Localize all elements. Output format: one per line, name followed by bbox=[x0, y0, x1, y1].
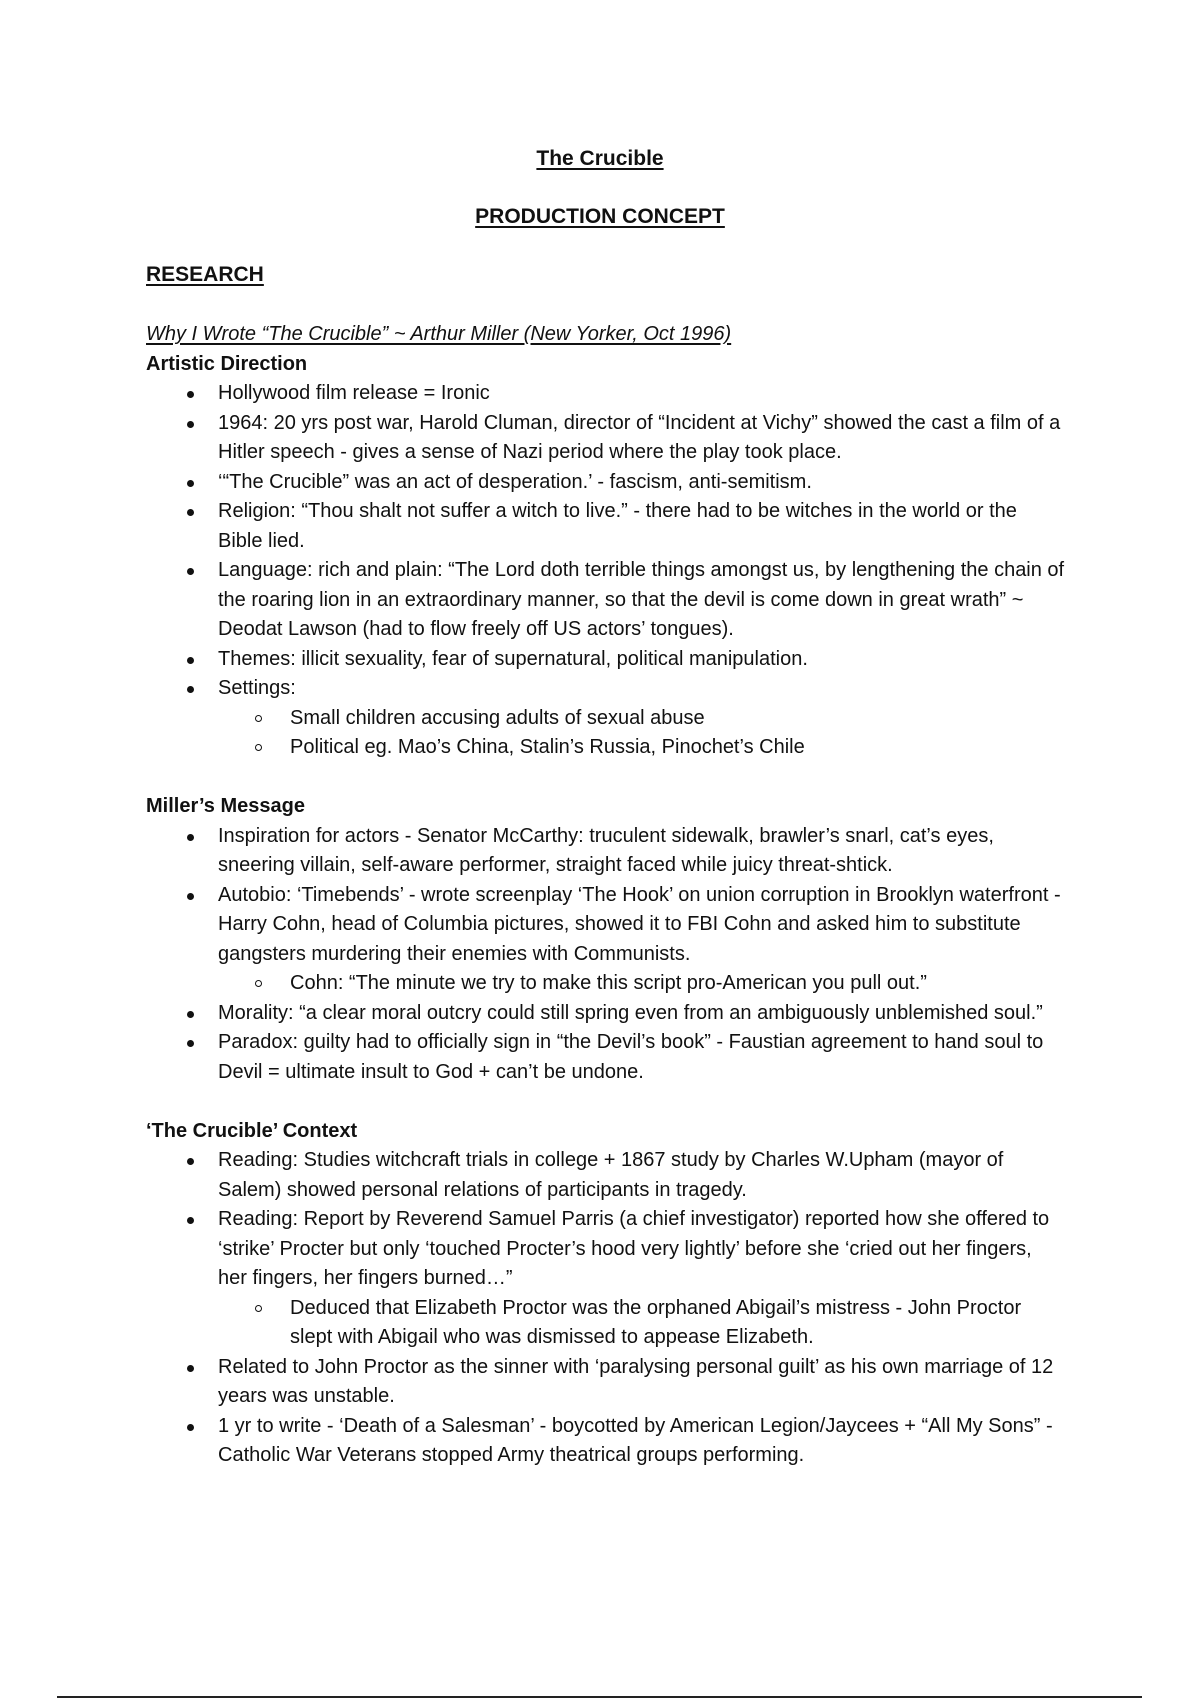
artistic-direction-heading: Artistic Direction bbox=[146, 352, 308, 375]
section-spacer bbox=[146, 763, 1066, 793]
section-spacer bbox=[146, 1087, 1066, 1117]
list-item: Paradox: guilty had to officially sign in “the Devil’s book” - Faustian agreement to hand soul to Devil = ultimate insult to God + can’t be undone. bbox=[146, 1028, 1066, 1087]
sublist-item: Deduced that Elizabeth Proctor was the orphaned Abigail’s mistress - John Proctor slept with Abigail who was dismissed to appease Elizabeth. bbox=[218, 1294, 1066, 1353]
list-item-settings bbox=[146, 674, 1066, 763]
context-list bbox=[146, 1146, 1066, 1471]
settings-label: Settings: bbox=[218, 677, 296, 699]
list-item: Related to John Proctor as the sinner with ‘paralysing personal guilt’ as his own marriage of 12 years was unstable. bbox=[146, 1353, 1066, 1412]
list-item: Themes: illicit sexuality, fear of supernatural, political manipulation. bbox=[146, 645, 1066, 675]
page-bottom-divider bbox=[57, 1696, 1142, 1698]
list-item: Religion: “Thou shalt not suffer a witch to live.” - there had to be witches in the world or the Bible lied. bbox=[146, 497, 1066, 556]
document-title bbox=[0, 146, 1200, 172]
settings-sublist bbox=[218, 704, 1066, 763]
sublist-item: Political eg. Mao’s China, Stalin’s Russia, Pinochet’s Chile bbox=[218, 733, 1066, 763]
list-item: Inspiration for actors - Senator McCarthy: truculent sidewalk, brawler’s snarl, cat’s eyes, sneering villain, self-aware performer, straight faced while juicy threat-shtick. bbox=[146, 822, 1066, 881]
autobio-sublist bbox=[218, 969, 1066, 999]
list-item: ‘“The Crucible” was an act of desperation.’ - fascism, anti-semitism. bbox=[146, 468, 1066, 498]
document-subtitle-text: PRODUCTION CONCEPT bbox=[475, 205, 725, 228]
list-item bbox=[146, 1205, 1066, 1353]
document-subtitle bbox=[0, 204, 1200, 230]
sublist-item: Small children accusing adults of sexual abuse bbox=[218, 704, 1066, 734]
list-item: Hollywood film release = Ironic bbox=[146, 379, 1066, 409]
sublist-item: Cohn: “The minute we try to make this script pro-American you pull out.” bbox=[218, 969, 1066, 999]
list-item: Reading: Studies witchcraft trials in college + 1867 study by Charles W.Upham (mayor of Salem) showed personal relations of participants in tragedy. bbox=[146, 1146, 1066, 1205]
list-item bbox=[146, 881, 1066, 999]
list-item: 1964: 20 yrs post war, Harold Cluman, director of “Incident at Vichy” showed the cast a film of a Hitler speech - gives a sense of Nazi period where the play took place. bbox=[146, 409, 1066, 468]
list-item: Language: rich and plain: “The Lord doth terrible things amongst us, by lengthening the chain of the roaring lion in an extraordinary manner, so that the devil is come down in great wrath” ~ Deodat Lawson (had to flow freely off US actors’ tongues). bbox=[146, 556, 1066, 645]
artistic-direction-list bbox=[146, 379, 1066, 763]
millers-message-list bbox=[146, 822, 1066, 1088]
list-item-text: Autobio: ‘Timebends’ - wrote screenplay ‘The Hook’ on union corruption in Brooklyn waterfront - Harry Cohn, head of Columbia pictures, showed it to FBI Cohn and asked him to substitute gangsters murdering their enemies with Communists. bbox=[218, 883, 1061, 965]
document-title-text: The Crucible bbox=[536, 147, 664, 170]
parris-sublist bbox=[218, 1294, 1066, 1353]
context-heading: ‘The Crucible’ Context bbox=[146, 1119, 358, 1142]
list-item: Morality: “a clear moral outcry could still spring even from an ambiguously unblemished soul.” bbox=[146, 999, 1066, 1029]
millers-message-heading: Miller’s Message bbox=[146, 795, 305, 817]
research-heading: RESEARCH bbox=[146, 263, 264, 286]
list-item: 1 yr to write - ‘Death of a Salesman’ - boycotted by American Legion/Jaycees + “All My Sons” - Catholic War Veterans stopped Army theatrical groups performing. bbox=[146, 1412, 1066, 1471]
source-citation: Why I Wrote “The Crucible” ~ Arthur Miller (New Yorker, Oct 1996) bbox=[146, 323, 732, 345]
research-content bbox=[146, 320, 1066, 1471]
list-item-text: Reading: Report by Reverend Samuel Parris (a chief investigator) reported how she offered to ‘strike’ Procter but only ‘touched Procter’s hood very lightly’ before she ‘cried out her fingers, her fingers, her fingers burned…” bbox=[218, 1208, 1050, 1289]
